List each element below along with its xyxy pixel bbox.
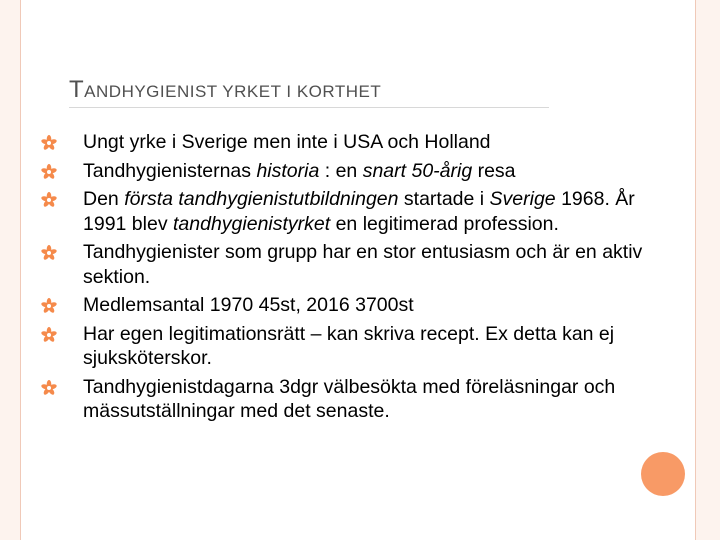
bullet-item xyxy=(41,187,651,236)
bullet-text-part: Tandhygienisternas xyxy=(83,159,257,182)
slide-title xyxy=(69,76,381,104)
bullet-text xyxy=(83,241,642,288)
decorative-circle xyxy=(641,452,685,496)
bullet-text-part: resa xyxy=(472,159,516,182)
bullet-text-italic: Sverige xyxy=(489,188,556,210)
bullet-item xyxy=(41,375,651,424)
asterisk-flower-icon xyxy=(41,135,57,151)
bullet-item xyxy=(41,130,651,155)
title-divider xyxy=(69,107,549,108)
bullet-text xyxy=(83,376,615,423)
bullet-text xyxy=(83,323,614,370)
bullet-text-part: en legitimerad profession. xyxy=(330,212,559,235)
bullet-item xyxy=(41,159,651,184)
bullet-text-part: 1968. År 1991 blev xyxy=(83,188,635,235)
bullet-text xyxy=(83,131,491,153)
asterisk-flower-icon xyxy=(41,164,57,180)
bullet-text-part: Tandhygienistdagarna 3dgr välbesökta med föreläsningar och mässutställningar med det senaste. xyxy=(83,375,616,422)
bullet-text-italic: historia xyxy=(256,159,320,182)
asterisk-flower-icon xyxy=(41,245,57,261)
bullet-text-part: : en xyxy=(319,159,363,182)
bullet-text-part: Medlemsantal 1970 45st, 2016 3700st xyxy=(83,294,414,316)
asterisk-flower-icon xyxy=(41,192,57,208)
bullet-text-italic: första tandhygienistutbildningen xyxy=(124,188,399,210)
bullet-text xyxy=(83,294,414,316)
bullet-text-part: Ungt yrke i Sverige men inte i USA och Holland xyxy=(83,131,491,153)
bullet-text-part: Har egen legitimationsrätt – kan skriva recept. Ex detta kan ej sjuksköterskor. xyxy=(83,322,615,369)
asterisk-flower-icon xyxy=(41,380,57,396)
asterisk-flower-icon xyxy=(41,298,57,314)
title-rest: ANDHYGIENIST YRKET I KORTHET xyxy=(84,82,382,101)
title-initial: T xyxy=(69,76,85,103)
bullet-item xyxy=(41,240,651,289)
bullet-text-part: Den xyxy=(83,188,125,210)
bullet-text-part: startade i xyxy=(398,188,490,210)
bullet-text xyxy=(83,188,635,235)
asterisk-flower-icon xyxy=(41,327,57,343)
bullet-text-part: Tandhygienister som grupp har en stor entusiasm och är en aktiv sektion. xyxy=(83,241,643,288)
bullet-text xyxy=(83,160,516,182)
bullet-text-italic: snart 50-årig xyxy=(362,159,473,182)
slide xyxy=(20,0,696,540)
bullet-item xyxy=(41,293,651,318)
bullet-list xyxy=(41,130,651,428)
bullet-item xyxy=(41,322,651,371)
bullet-text-italic: tandhygienistyrket xyxy=(173,212,331,235)
